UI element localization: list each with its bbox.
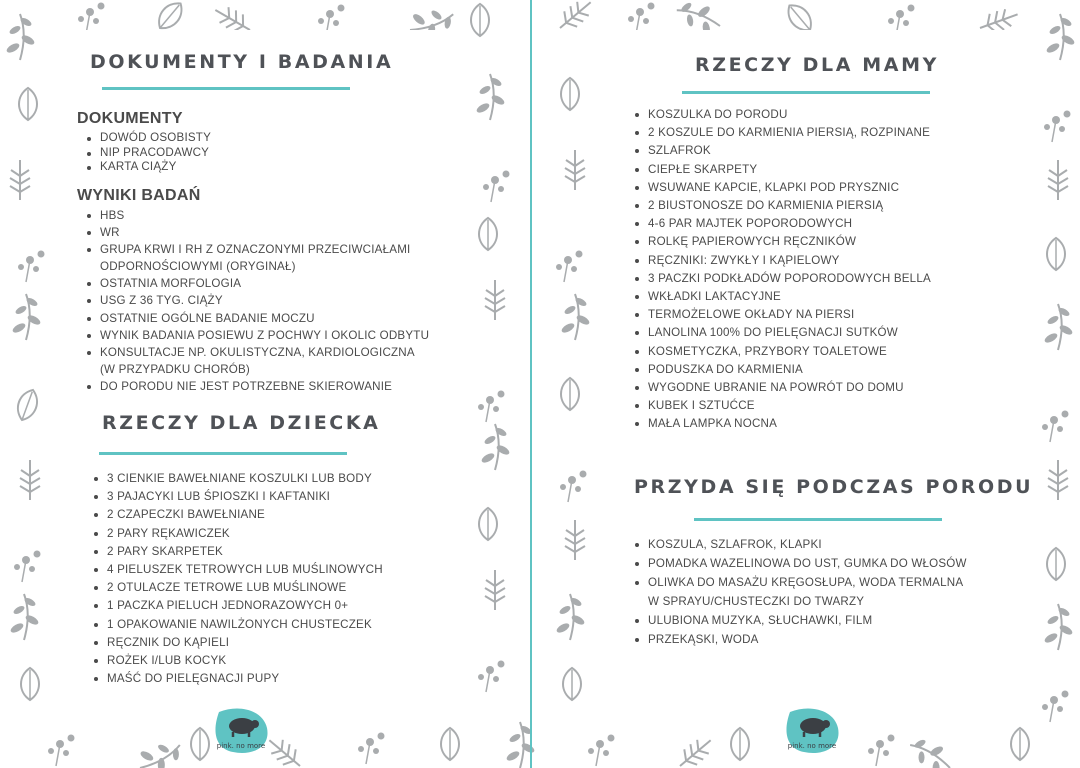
logo-text: pink. no more — [787, 742, 837, 750]
mom-section-title: RZECZY DLA MAMY — [695, 54, 939, 76]
list-item: NIP PRACODAWCY — [80, 146, 211, 161]
list-item: KOSZULA, SZLAFROK, KLAPKI — [628, 535, 967, 554]
baby-title-underline — [99, 452, 347, 455]
list-item: 2 KOSZULE DO KARMIENIA PIERSIĄ, ROZPINANE — [628, 124, 931, 142]
list-item: WYGODNE UBRANIE NA POWRÓT DO DOMU — [628, 379, 931, 397]
list-item: KOSMETYCZKA, PRZYBORY TOALETOWE — [628, 343, 931, 361]
baby-section-title: RZECZY DLA DZIECKA — [102, 412, 381, 434]
baby-list — [87, 470, 383, 688]
list-item: 2 PARY SKARPETEK — [87, 543, 383, 561]
mom-list — [628, 106, 931, 434]
list-item: SZLAFROK — [628, 142, 931, 160]
list-item: OSTATNIE OGÓLNE BADANIE MOCZU — [80, 310, 429, 327]
list-item: 3 PAJACYKI LUB ŚPIOSZKI I KAFTANIKI — [87, 488, 383, 506]
list-item: USG Z 36 TYG. CIĄŻY — [80, 292, 429, 309]
list-item: POMADKA WAZELINOWA DO UST, GUMKA DO WŁOSÓW — [628, 554, 967, 573]
list-item: RĘCZNIK DO KĄPIELI — [87, 634, 383, 652]
results-subheading: WYNIKI BADAŃ — [77, 187, 201, 204]
list-item: DO PORODU NIE JEST POTRZEBNE SKIEROWANIE — [80, 378, 429, 395]
list-item: RĘCZNIKI: ZWYKŁY I KĄPIELOWY — [628, 252, 931, 270]
list-item-continuation: W SPRAYU/CHUSTECZKI DO TWARZY — [648, 595, 865, 608]
left-page — [54, 30, 462, 710]
list-item: KUBEK I SZTUĆCE — [628, 397, 931, 415]
list-item: 1 OPAKOWANIE NAWILŻONYCH CHUSTECZEK — [87, 616, 383, 634]
list-item: MAŚĆ DO PIELĘGNACJI PUPY — [87, 670, 383, 688]
list-item: OSTATNIA MORFOLOGIA — [80, 275, 429, 292]
list-item: 1 PACZKA PIELUCH JEDNORAZOWYCH 0+ — [87, 597, 383, 615]
list-item: 3 CIENKIE BAWEŁNIANE KOSZULKI LUB BODY — [87, 470, 383, 488]
list-item: 2 BIUSTONOSZE DO KARMIENIA PIERSIĄ — [628, 197, 931, 215]
list-item: ROLKĘ PAPIEROWYCH RĘCZNIKÓW — [628, 233, 931, 251]
list-item: LANOLINA 100% DO PIELĘGNACJI SUTKÓW — [628, 324, 931, 342]
list-item: DOWÓD OSOBISTY — [80, 131, 211, 146]
list-item: TERMOŻELOWE OKŁADY NA PIERSI — [628, 306, 931, 324]
list-item: MAŁA LAMPKA NOCNA — [628, 415, 931, 433]
results-list — [80, 207, 429, 395]
birth-title-underline — [694, 518, 942, 521]
pig-logo-icon — [211, 706, 271, 756]
documents-section-title: DOKUMENTY I BADANIA — [90, 51, 394, 73]
list-item: KARTA CIĄŻY — [80, 160, 211, 175]
list-item: WR — [80, 224, 429, 241]
mom-title-underline — [682, 91, 930, 94]
list-item: WKŁADKI LAKTACYJNE — [628, 288, 931, 306]
list-item: CIEPŁE SKARPETY — [628, 161, 931, 179]
right-page — [606, 30, 1032, 710]
list-item: GRUPA KRWI I RH Z OZNACZONYMI PRZECIWCIAŁAMI — [80, 241, 429, 258]
list-item: OLIWKA DO MASAŻU KRĘGOSŁUPA, WODA TERMALNA — [628, 573, 967, 592]
list-item: HBS — [80, 207, 429, 224]
list-item: 4-6 PAR MAJTEK POPORODOWYCH — [628, 215, 931, 233]
page-divider — [530, 0, 532, 768]
documents-title-underline — [102, 87, 350, 90]
list-item: 4 PIELUSZEK TETROWYCH LUB MUŚLINOWYCH — [87, 561, 383, 579]
documents-subheading: DOKUMENTY — [77, 110, 183, 127]
list-item: ROŻEK I/LUB KOCYK — [87, 652, 383, 670]
list-item: WYNIK BADANIA POSIEWU Z POCHWY I OKOLIC ODBYTU — [80, 327, 429, 344]
list-item: WSUWANE KAPCIE, KLAPKI POD PRYSZNIC — [628, 179, 931, 197]
list-item: ULUBIONA MUZYKA, SŁUCHAWKI, FILM — [628, 611, 967, 630]
documents-list — [80, 131, 211, 175]
pig-logo-icon — [782, 706, 842, 756]
birth-list — [628, 535, 967, 649]
list-item: 2 CZAPECZKI BAWEŁNIANE — [87, 506, 383, 524]
list-item: KONSULTACJE NP. OKULISTYCZNA, KARDIOLOGICZNA — [80, 344, 429, 361]
list-item: KOSZULKA DO PORODU — [628, 106, 931, 124]
list-item: 3 PACZKI PODKŁADÓW POPORODOWYCH BELLA — [628, 270, 931, 288]
list-item: 2 PARY RĘKAWICZEK — [87, 525, 383, 543]
list-item-continuation: ODPORNOŚCIOWYMI (ORYGINAŁ) — [100, 260, 296, 274]
list-item: PRZEKĄSKI, WODA — [628, 630, 967, 649]
list-item-continuation: (W PRZYPADKU CHORÓB) — [100, 362, 250, 376]
logo-text: pink. no more — [216, 742, 266, 750]
list-item: PODUSZKA DO KARMIENIA — [628, 361, 931, 379]
list-item: 2 OTULACZE TETROWE LUB MUŚLINOWE — [87, 579, 383, 597]
birth-section-title: PRZYDA SIĘ PODCZAS PORODU — [634, 476, 1034, 498]
